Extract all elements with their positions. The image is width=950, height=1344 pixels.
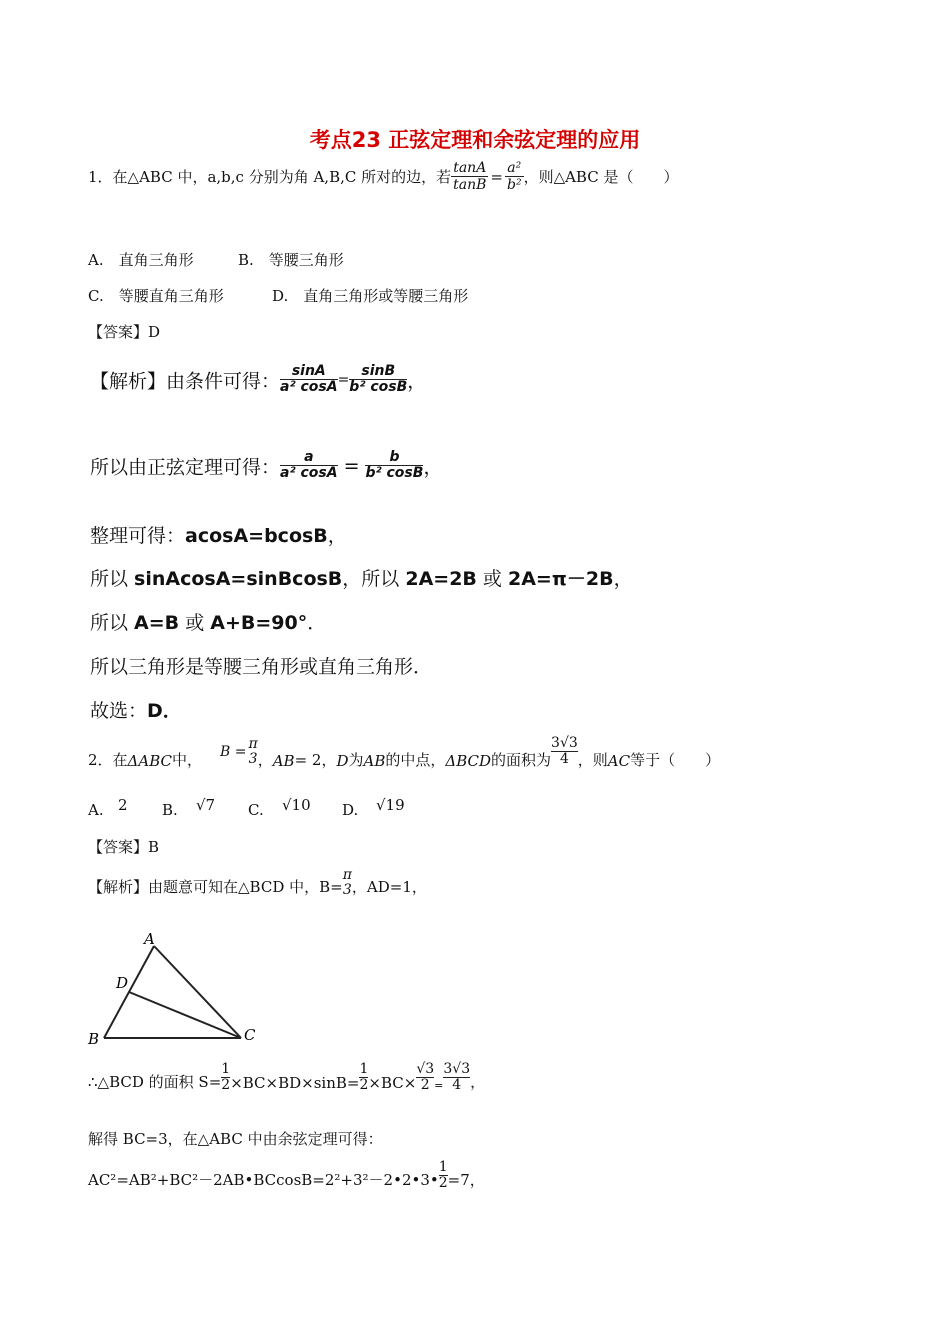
q1-a2-den-left: a² cosA — [280, 465, 338, 482]
vertex-label-a: A — [144, 930, 155, 948]
q2-s-half-1-den: 2 — [221, 1077, 231, 1094]
q2-option-c-label: C. — [248, 801, 264, 819]
q2-pi-over-3 — [248, 737, 257, 772]
q1-a1-num-left: sinA — [291, 363, 326, 379]
q2-cos-half — [439, 1160, 448, 1192]
q2-p1: 2．在 — [88, 750, 128, 769]
q1-line5-mid: 或 — [179, 612, 211, 634]
q1-frac-tan-num: tanA — [451, 160, 488, 177]
q1-answer: 【答案】D — [88, 323, 161, 341]
q1-line4-tail: ， — [613, 568, 633, 590]
q1-a2-num-left: a — [304, 449, 314, 465]
q2-area-num: 3√3 — [551, 735, 578, 751]
q1-line4-bold1: sinAcosA=sinBcosB — [134, 568, 343, 590]
q2-p8: 的面积为 — [491, 750, 552, 769]
q2-cosine-line — [88, 1160, 485, 1192]
q1-line3-bold: acosA=bcosB — [185, 525, 328, 547]
q2-area-frac — [551, 736, 578, 772]
q2-s-root3-den: 2 — [416, 1077, 434, 1093]
q1-frac-ab-num: a² — [505, 160, 524, 177]
q2-s-eq: = — [434, 1078, 444, 1092]
q2-cos-tail: =7， — [447, 1170, 485, 1189]
q2-p5: = 2， — [294, 750, 337, 769]
q2-s-mid2: ×BC× — [368, 1073, 417, 1092]
q2-analysis-tail: ，AD=1， — [351, 877, 427, 896]
q2-ab2: AB — [363, 751, 386, 770]
q2-s-pre: ∴△BCD 的面积 S= — [88, 1072, 222, 1091]
q1-line5-tail: ． — [307, 612, 327, 634]
q1-option-b: B. 等腰三角形 — [238, 251, 344, 269]
q1-line7-pre: 故选： — [90, 700, 148, 722]
q2-analysis-pi: π — [342, 867, 352, 883]
q1-a2-num-right: b — [389, 449, 400, 465]
q1-line4-mid: ，所以 — [342, 568, 406, 590]
q1-analysis-label: 【解析】由条件可得： — [90, 370, 281, 393]
q2-s-result-den: 4 — [443, 1077, 470, 1093]
q2-option-c-value: √10 — [282, 796, 311, 814]
q1-frac-tan-den: tanB — [453, 177, 487, 194]
q1-line7-bold: D． — [147, 700, 182, 722]
page-title: 考点23 正弦定理和余弦定理的应用 — [309, 128, 641, 152]
q1-line5-bold2: A+B=90° — [210, 612, 308, 634]
q2-p7: 的中点， — [385, 750, 446, 769]
q2-triangle-abc: ΔABC — [127, 751, 172, 770]
q2-s-root3-over-2 — [416, 1062, 434, 1094]
q1-line5-bold1: A=B — [134, 612, 180, 634]
q1-line3-pre: 整理可得： — [90, 525, 186, 547]
q2-analysis-pre: 【解析】由题意可知在△BCD 中，B= — [88, 877, 343, 896]
q1-a2-tail: ， — [423, 456, 443, 479]
q1-suffix: ，则△ABC 是（ ） — [523, 168, 679, 187]
q1-line4-pre: 所以 — [90, 568, 135, 590]
edge-dc — [129, 992, 241, 1038]
q2-area-line — [88, 1062, 485, 1094]
q1-analysis-line6: 所以三角形是等腰三角形或直角三角形． — [90, 656, 433, 678]
q2-p10: 等于（ ） — [630, 750, 721, 769]
q2-b-eq: B = — [220, 743, 247, 760]
q2-s-half-2-num: 1 — [359, 1061, 369, 1077]
vertex-label-d: D — [116, 974, 129, 992]
q2-s-mid1: ×BC×BD×sinB= — [230, 1073, 360, 1092]
q1-line5-pre: 所以 — [90, 612, 135, 634]
q1-a1-frac-left — [280, 364, 338, 396]
q2-p3: 中， — [172, 750, 203, 769]
q1-line3-tail: ， — [327, 525, 347, 547]
q2-analysis-line1 — [88, 868, 427, 899]
q2-analysis-three: 3 — [342, 882, 352, 899]
q1-a1-num-right: sinB — [361, 363, 396, 379]
q2-s-half-2-den: 2 — [359, 1077, 369, 1094]
q1-option-c: C. 等腰直角三角形 — [88, 287, 224, 305]
q1-analysis-line7 — [90, 696, 182, 723]
q2-area-den: 4 — [551, 751, 578, 767]
q2-s-result-num: 3√3 — [443, 1061, 471, 1077]
question-2-stem — [88, 736, 720, 772]
q1-option-a: A. 直角三角形 — [88, 251, 194, 269]
q1-option-d: D. 直角三角形或等腰三角形 — [272, 287, 469, 305]
q1-analysis-line3 — [90, 521, 347, 548]
q2-ab: AB — [272, 751, 295, 770]
q2-answer: 【答案】B — [88, 838, 160, 856]
q2-s-tail: ， — [470, 1072, 486, 1091]
q1-analysis-line4 — [90, 564, 633, 591]
q2-p4: ， — [257, 750, 273, 769]
q1-analysis-line5 — [90, 608, 326, 635]
q1-frac-ab — [505, 160, 524, 193]
q2-s-half-2 — [359, 1062, 368, 1094]
q2-ac: AC — [607, 751, 631, 770]
q2-triangle-bcd: ΔBCD — [445, 751, 492, 770]
vertex-label-b: B — [88, 1030, 100, 1048]
q1-line2-label: 所以由正弦定理可得： — [90, 456, 281, 479]
q2-s-half-1-num: 1 — [221, 1061, 231, 1077]
question-1-stem — [88, 160, 678, 193]
q1-a1-den-left: a² cosA — [280, 379, 338, 396]
q1-line4-mid2: 或 — [476, 568, 508, 590]
q1-line4-bold2: 2A=2B — [405, 568, 477, 590]
q2-option-d-label: D. — [342, 801, 359, 819]
q2-s-half-1 — [221, 1062, 230, 1094]
edge-ac — [154, 946, 241, 1038]
triangle-figure — [86, 928, 266, 1050]
q2-cos-half-den: 2 — [438, 1175, 448, 1192]
q1-frac-tan — [451, 160, 488, 193]
q2-analysis-pi-over-3 — [343, 868, 352, 899]
q2-pi: π — [248, 736, 258, 752]
q1-analysis-line2: 所以由正弦定理可得： $\frac{a}{\text{a² cosA}}$ = $\frac{b}{\text{b² cosB}}$ ， — [90, 449, 443, 482]
q1-analysis-line1: 【解析】由条件可得： $\frac{\sin A}{\text{a² cosA}}$ = $\frac{\sin B}{\text{b² cosB}}$ ， — [90, 363, 427, 396]
q2-p6: 为 — [348, 750, 364, 769]
q2-cos-pre: AC²=AB²+BC²－2AB•BCcosB=2²+3²－2•2•3• — [88, 1170, 439, 1189]
q1-a1-frac-right — [349, 364, 407, 396]
q2-cos-half-num: 1 — [438, 1159, 448, 1175]
q1-a2-den-right: b² cosB — [365, 465, 424, 482]
q2-s-result — [443, 1062, 470, 1094]
q2-s-root3-num: √3 — [416, 1061, 435, 1077]
q1-a1-tail: ， — [407, 370, 427, 393]
q2-option-d-value: √19 — [376, 796, 405, 814]
q2-d: D — [336, 751, 349, 770]
q1-a2-frac-left — [280, 450, 338, 482]
q1-a2-frac-right — [365, 450, 423, 482]
q2-option-a-value: 2 — [118, 796, 128, 814]
q1-a1-den-right: b² cosB — [349, 379, 408, 396]
q2-option-a-label: A. — [88, 801, 104, 819]
vertex-label-c: C — [244, 1026, 256, 1044]
q1-prefix: 1．在△ABC 中，a,b,c 分别为角 A,B,C 所对的边，若 — [88, 168, 452, 187]
q2-p9: ，则 — [577, 750, 608, 769]
q1-line4-bold3: 2A=π－2B — [507, 568, 614, 590]
q2-three: 3 — [248, 751, 258, 768]
q2-option-b-value: √7 — [196, 796, 216, 814]
q1-frac-ab-den: b² — [506, 177, 522, 194]
q2-solve-line: 解得 BC=3，在△ABC 中由余弦定理可得： — [88, 1130, 383, 1148]
q2-option-b-label: B. — [162, 801, 178, 819]
q1-eq: = — [490, 167, 503, 186]
